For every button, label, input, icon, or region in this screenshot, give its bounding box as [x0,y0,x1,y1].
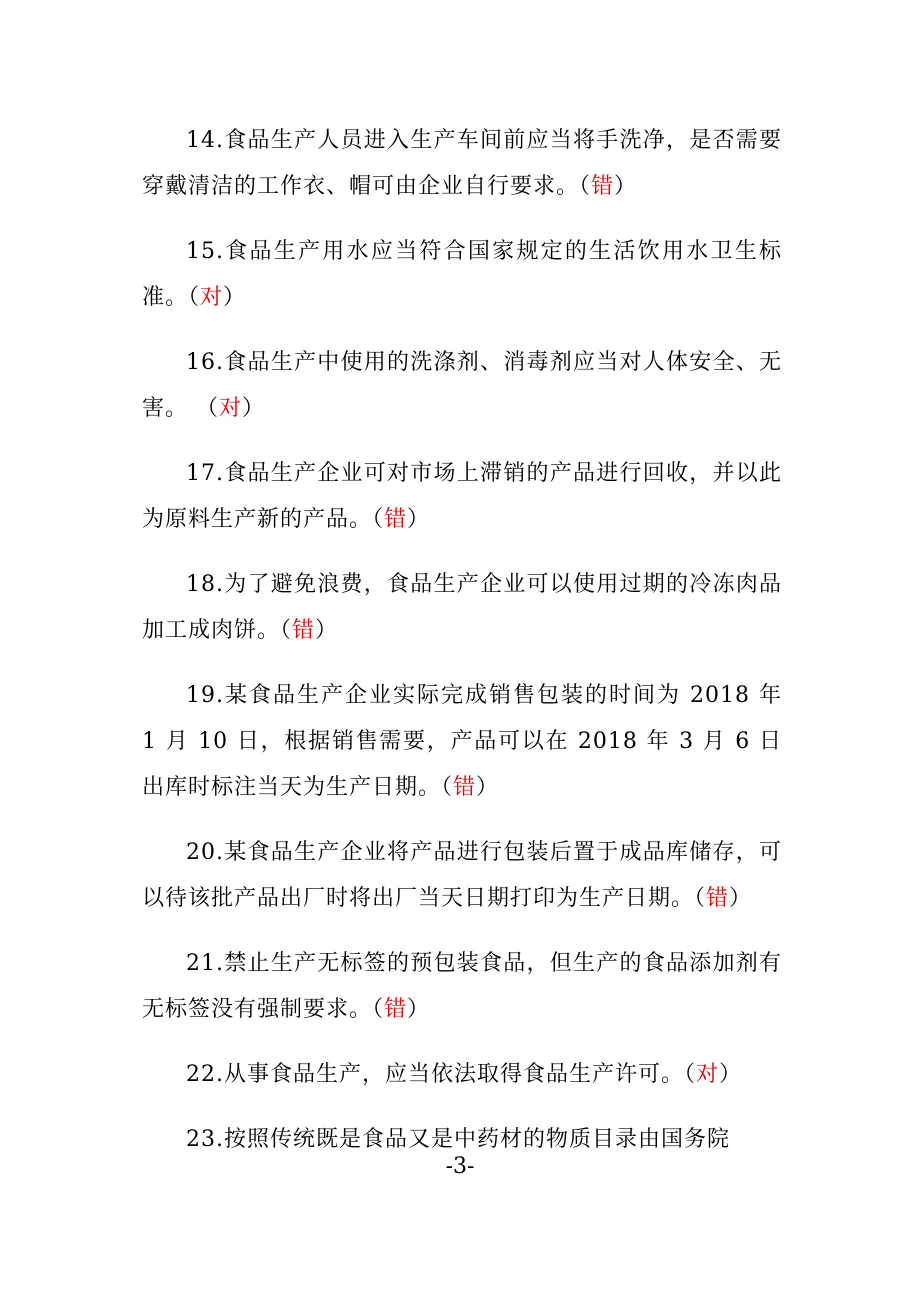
answer-mark: 对 [200,285,224,310]
question-text: 20.某食品生产企业将产品进行包装后置于成品库储存，可以待该批产品出厂时将出厂当天日期打印为生产日期。（ [142,840,782,911]
answer-close: ） [407,997,431,1022]
answer-mark: 对 [696,1062,720,1087]
question-list [142,118,782,1163]
answer-close: ） [223,285,247,310]
answer-close: ） [729,886,753,911]
question-text: 21.禁止生产无标签的预包装食品，但生产的食品添加剂有无标签没有强制要求。（ [142,951,782,1022]
question-item-21 [142,941,782,1033]
question-item-15 [142,229,782,321]
question-item-18 [142,562,782,654]
answer-close: ） [315,618,339,643]
question-text: 23.按照传统既是食品又是中药材的物质目录由国务院 [186,1127,730,1152]
question-item-17 [142,451,782,543]
question-text: 15.食品生产用水应当符合国家规定的生活饮用水卫生标准。（ [142,239,782,310]
question-text: 22.从事食品生产，应当依法取得食品生产许可。（ [186,1062,696,1087]
question-item-14 [142,118,782,210]
answer-close: ） [614,174,638,199]
question-text: 18.为了避免浪费，食品生产企业可以使用过期的冷冻肉品加工成肉饼。（ [142,572,782,643]
answer-close: ） [719,1062,743,1087]
answer-mark: 错 [706,886,730,911]
question-text: 14.食品生产人员进入生产车间前应当将手洗净，是否需要穿戴清洁的工作衣、帽可由企业自行要求。（ [142,128,782,199]
answer-mark: 错 [292,618,316,643]
question-text: 19.某食品生产企业实际完成销售包装的时间为 2018 年 1 月 10 日，根据销售需要，产品可以在 2018 年 3 月 6 日出库时标注当天为生产日期。（ [142,683,782,800]
answer-mark: 错 [384,507,408,532]
answer-mark: 错 [384,997,408,1022]
answer-mark: 错 [591,174,615,199]
answer-mark: 对 [219,396,243,421]
question-item-22 [142,1052,782,1098]
answer-close: ） [242,396,266,421]
answer-mark: 错 [453,775,477,800]
question-text: 17.食品生产企业可对市场上滞销的产品进行回收，并以此为原料生产新的产品。（ [142,461,782,532]
question-item-19 [142,673,782,811]
question-item-16 [142,340,782,432]
question-item-20 [142,830,782,922]
question-text: 16.食品生产中使用的洗涤剂、消毒剂应当对人体安全、无害。 （ [142,350,782,421]
page-number: -3- [445,1154,475,1179]
answer-close: ） [476,775,500,800]
answer-close: ） [407,507,431,532]
